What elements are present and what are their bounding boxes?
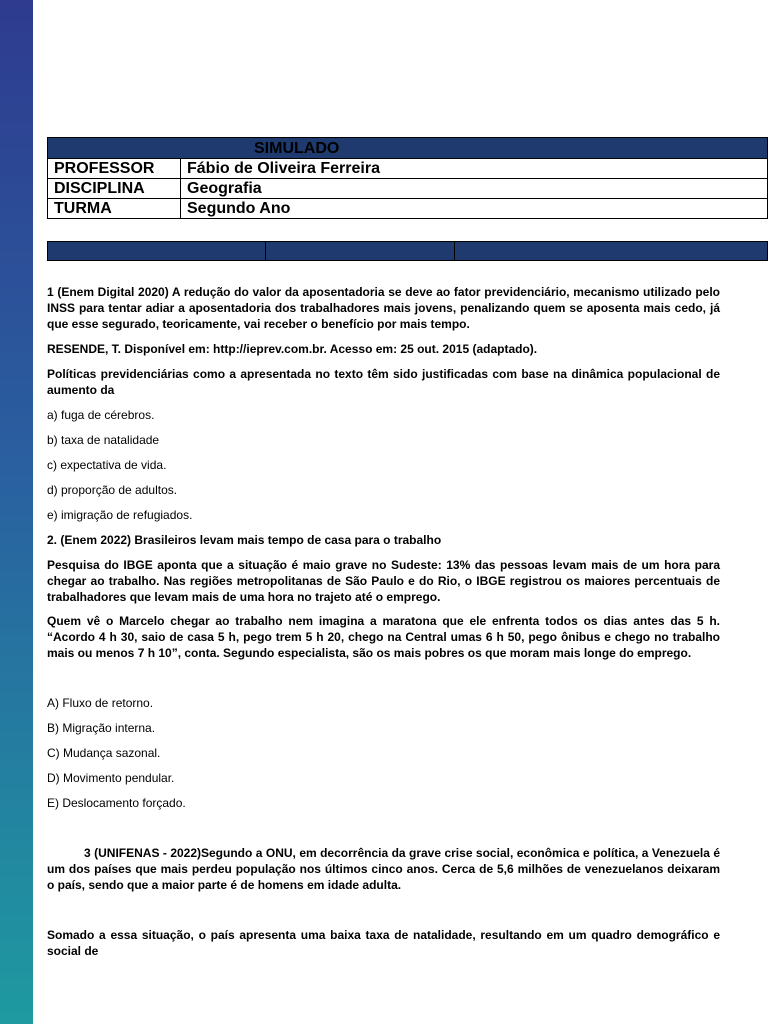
q2-paragraph-2: Quem vê o Marcelo chegar ao trabalho nem imagina a maratona que ele enfrenta todos os dias antes das 5 h. “Acordo 4 h 30, saio de casa 5 h, pego trem 5 h 20, chego na Central umas 6 h 50, pego ônibus e chego no trabalho mais ou menos 7 h 10”, conta. Segundo especialista, são os mais pobres os que moram mais longe do emprego. [47, 614, 720, 660]
q1-option-c: c) expectativa de vida. [47, 458, 167, 472]
discipline-label: DISCIPLINA [48, 179, 181, 199]
blank-cell [266, 242, 455, 260]
professor-value: Fábio de Oliveira Ferreira [181, 159, 768, 179]
q1-source: RESENDE, T. Disponível em: http://ieprev.com.br. Acesso em: 25 out. 2015 (adaptado). [47, 342, 538, 356]
class-label: TURMA [48, 199, 181, 219]
q3-stem: 3 (UNIFENAS - 2022)Segundo a ONU, em decorrência da grave crise social, econômica e política, a Venezuela é um dos países que mais perdeu população nos últimos cinco anos. Cerca de 5,6 milhões de venezuelanos deixaram o país, sendo que a maior parte é de homens em idade adulta. [47, 846, 720, 892]
q1-stem: 1 (Enem Digital 2020) A redução do valor da aposentadoria se deve ao fator previdenciário, mecanismo utilizado pelo INSS para tentar adiar a aposentadoria dos trabalhadores mais jovens, penalizando quem se aposenta mais cedo, já que esse segurado, teoricamente, vai receber o benefício por mais tempo. [47, 285, 720, 331]
q1-question: Políticas previdenciárias como a apresentada no texto têm sido justificadas com base na dinâmica populacional de aumento da [47, 367, 720, 397]
q1-option-d: d) proporção de adultos. [47, 483, 178, 497]
q1-option-b: b) taxa de natalidade [47, 433, 160, 447]
blank-header-bar [47, 241, 768, 261]
q2-option-a: A) Fluxo de retorno. [47, 696, 154, 710]
header-table [47, 137, 768, 219]
q3-question: Somado a essa situação, o país apresenta uma baixa taxa de natalidade, resultando em um quadro demográfico e social de [47, 928, 720, 958]
q2-option-c: C) Mudança sazonal. [47, 746, 161, 760]
exam-title: SIMULADO [48, 138, 768, 159]
professor-label: PROFESSOR [48, 159, 181, 179]
q2-option-b: B) Migração interna. [47, 721, 156, 735]
q2-option-e: E) Deslocamento forçado. [47, 796, 186, 810]
q2-heading: 2. (Enem 2022) Brasileiros levam mais tempo de casa para o trabalho [47, 533, 442, 547]
side-color-bar [0, 0, 33, 1024]
q1-option-a: a) fuga de cérebros. [47, 408, 155, 422]
class-value: Segundo Ano [181, 199, 768, 219]
exam-content [47, 284, 720, 959]
q2-option-d: D) Movimento pendular. [47, 771, 175, 785]
q1-option-e: e) imigração de refugiados. [47, 508, 193, 522]
discipline-value: Geografia [181, 179, 768, 199]
blank-cell [48, 242, 266, 260]
q2-paragraph-1: Pesquisa do IBGE aponta que a situação é maio grave no Sudeste: 13% das pessoas levam mais de um hora para chegar ao trabalho. Nas regiões metropolitanas de São Paulo e do Rio, o IBGE registrou os maiores percentuais de trabalhadores que levam mais de uma hora no trajeto até o emprego. [47, 558, 720, 604]
